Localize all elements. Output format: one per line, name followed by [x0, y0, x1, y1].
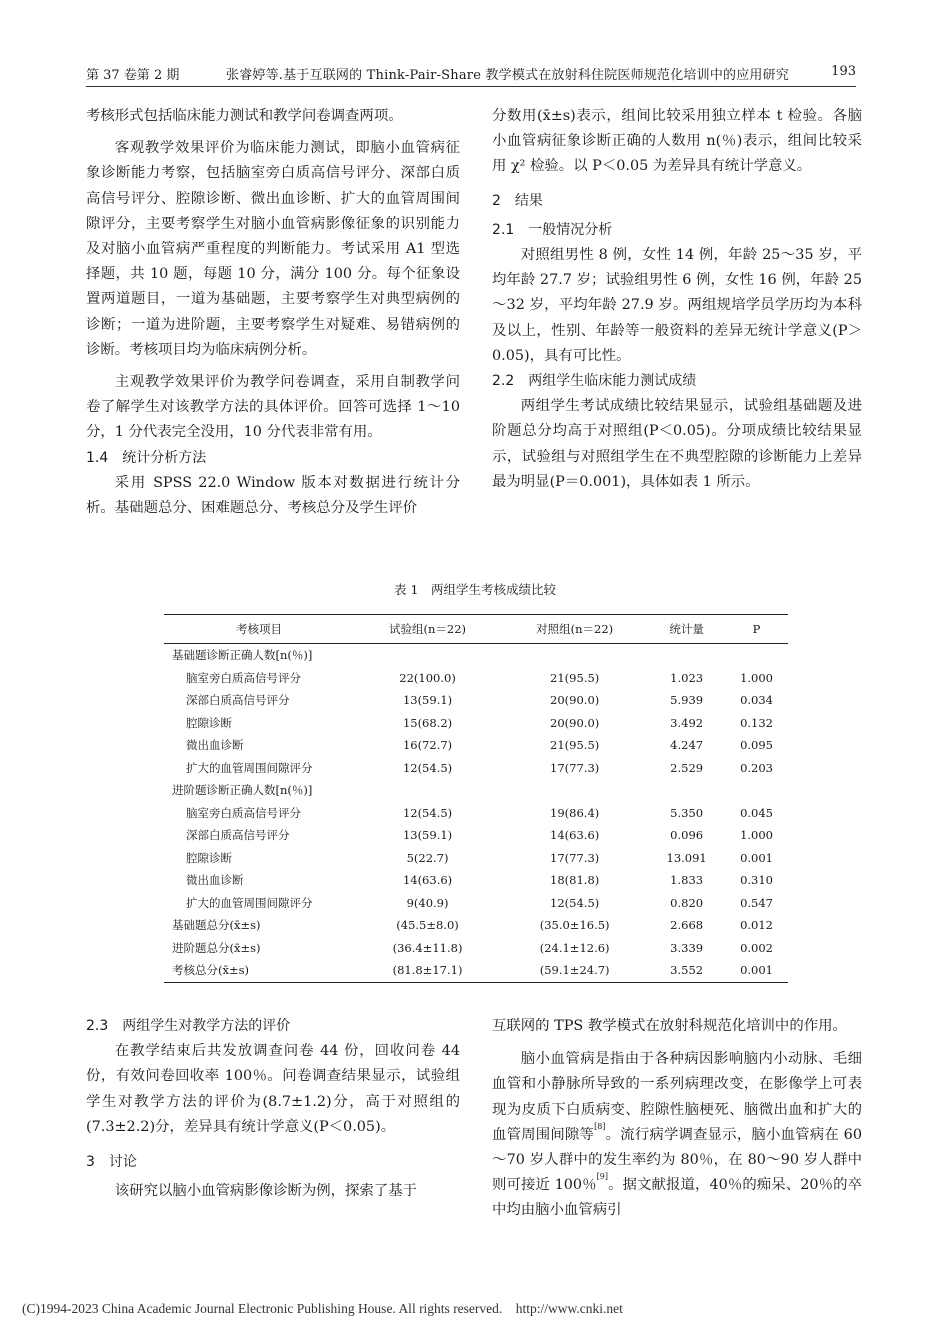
table-row	[164, 802, 788, 825]
table-row	[164, 667, 788, 690]
table-cell: 0.002	[740, 940, 773, 955]
header-cell: 统计量	[648, 615, 725, 644]
table-cell: 1.000	[740, 670, 773, 685]
table-row	[164, 959, 788, 982]
table-row	[164, 824, 788, 847]
table-cell: 14(63.6)	[402, 873, 453, 888]
table-cell: 20(90.0)	[550, 693, 600, 708]
paragraph: 互联网的 TPS 教学模式在放射科规范化培训中的作用。	[492, 1018, 847, 1034]
table-cell: (81.8±17.1)	[354, 959, 501, 982]
table-cell: 0.096	[670, 828, 704, 843]
table-cell: 13(59.1)	[402, 828, 453, 843]
table-cell	[725, 779, 788, 802]
header-cell: 考核项目	[164, 615, 354, 644]
table-header-row	[164, 615, 788, 644]
table-cell: (45.5±8.0)	[396, 918, 459, 933]
paragraph: 考核形式包括临床能力测试和教学问卷调查两项。	[86, 108, 403, 124]
table-cell: 0.132	[740, 715, 773, 730]
paragraph: 在教学结束后共发放调查问卷 44 份，回收问卷 44 份，有效问卷回收率 100％。问卷调查结果显示，试验组学生对教学方法的评价为(8.7±1.2)分，高于对照组的(7.3±2.2)分，差异具有统计学意义(P＜0.05)。	[86, 1043, 460, 1135]
results-table	[164, 614, 788, 983]
row-label: 脑室旁白质高信号评分	[186, 805, 301, 820]
table-row	[164, 734, 788, 757]
table-cell: 9(40.9)	[406, 895, 449, 910]
table-row	[164, 914, 788, 937]
paragraph	[492, 1047, 862, 1223]
row-label: 腔隙诊断	[186, 850, 232, 865]
left-column-top	[86, 104, 460, 521]
page-number: 193	[831, 64, 856, 79]
table-cell: 20(90.0)	[550, 715, 600, 730]
table-cell: 16(72.7)	[402, 738, 453, 753]
table-caption: 表 1 两组学生考核成绩比较	[394, 582, 556, 597]
copyright-footer: (C)1994-2023 China Academic Journal Electronic Publishing House. All rights reserved. http://www.cnki.net	[22, 1301, 623, 1316]
table-cell: 0.012	[740, 918, 773, 933]
table-cell: 17(77.3)	[550, 760, 600, 775]
row-label: 脑室旁白质高信号评分	[186, 670, 301, 685]
table-cell: 0.045	[740, 805, 773, 820]
table-cell: 1.023	[670, 670, 704, 685]
citation-ref[interactable]: [8]	[594, 1121, 606, 1131]
table-cell: 5(22.7)	[406, 850, 449, 865]
text-run: 。据文献报道，40％的痴呆、20％的卒中均由脑小血管病引	[492, 1177, 863, 1219]
text-run: 脑小血管病是指由于各种病因影响脑内小动脉、毛细血管和小静脉所导致的一系列病理改变，在影像学上可表现为皮质下白质病变、腔隙性脑梗死、脑微出血和扩大的血管周围间隙等	[492, 1051, 862, 1143]
table-cell	[501, 644, 648, 667]
paragraph: 采用 SPSS 22.0 Window 版本对数据进行统计分析。基础题总分、困难题总分、考核总分及学生评价	[86, 474, 460, 517]
table-cell: 13(59.1)	[402, 693, 453, 708]
section-heading: 2.3 两组学生对教学方法的评价	[86, 1018, 291, 1034]
section-heading: 2.2 两组学生临床能力测试成绩	[492, 373, 697, 390]
table-row	[164, 712, 788, 735]
header-cell: 对照组(n＝22)	[501, 615, 648, 644]
row-label: 考核总分(x̄±s)	[164, 959, 354, 982]
table-cell: 18(81.8)	[550, 873, 600, 888]
table-cell: 14(63.6)	[550, 828, 600, 843]
table-cell: 21(95.5)	[550, 738, 600, 753]
table-row	[164, 892, 788, 915]
table-cell: 5.939	[670, 693, 704, 708]
table-cell: 1.833	[670, 873, 704, 888]
table-cell: 12(54.5)	[402, 805, 453, 820]
table-cell	[501, 779, 648, 802]
table-cell: 0.095	[740, 738, 773, 753]
table-cell: 2.529	[670, 760, 704, 775]
paragraph: 主观教学效果评价为教学问卷调查，采用自制教学问卷了解学生对该教学方法的具体评价。回答可选择 1～10 分，1 分代表完全没用，10 分代表非常有用。	[86, 374, 460, 441]
text-run: 。流行病学调查显示，脑小血管病在 60～70 岁人群中的发生率约为 80％，在 80～90 岁人群中则可接近 100％	[492, 1126, 862, 1194]
table-cell	[354, 779, 501, 802]
table-row	[164, 869, 788, 892]
table-cell: (24.1±12.6)	[539, 940, 610, 955]
header-cell: P	[725, 615, 788, 644]
table-cell: 0.034	[740, 693, 773, 708]
table-cell: 0.203	[740, 760, 773, 775]
paragraph: 两组学生考试成绩比较结果显示，试验组基础题及进阶题总分均高于对照组(P＜0.05)。分项成绩比较结果显示，试验组与对照组学生在不典型腔隙的诊断能力上差异最为明显(P＝0.001)，具体如表 1 所示。	[492, 398, 862, 490]
table-cell: 19(86.4)	[550, 805, 600, 820]
table-row	[164, 644, 788, 667]
left-column-bottom	[86, 1014, 460, 1204]
running-title: 张睿婷等.基于互联网的 Think-Pair-Share 教学模式在放射科住院医师规范化培训中的应用研究	[226, 68, 790, 83]
table-cell: 12(54.5)	[402, 760, 453, 775]
table-cell: 3.552	[648, 959, 725, 982]
table-cell: (59.1±24.7)	[501, 959, 648, 982]
table-cell: 5.350	[670, 805, 704, 820]
table-row	[164, 689, 788, 712]
section-heading: 1.4 统计分析方法	[86, 449, 207, 466]
table-cell: 15(68.2)	[402, 715, 453, 730]
row-label: 扩大的血管周围间隙评分	[186, 895, 313, 910]
paragraph: 该研究以脑小血管病影像诊断为例，探索了基于	[114, 1183, 418, 1200]
table-cell: (35.0±16.5)	[539, 918, 610, 933]
table-cell: 17(77.3)	[550, 850, 600, 865]
row-label: 基础题总分(x̄±s)	[172, 918, 261, 933]
table-cell	[648, 644, 725, 667]
table-cell: 0.001	[740, 850, 773, 865]
table-cell: 2.668	[670, 918, 704, 933]
table-cell: 1.000	[740, 828, 773, 843]
section-heading: 3 讨论	[86, 1154, 137, 1171]
header-cell: 试验组(n＝22)	[354, 615, 501, 644]
table-cell: 0.547	[740, 895, 773, 910]
section-heading: 2.1 一般情况分析	[492, 221, 613, 238]
right-column-top	[492, 104, 862, 495]
table-cell: 0.310	[740, 873, 773, 888]
table-cell: (36.4±11.8)	[392, 940, 463, 955]
running-header	[86, 64, 856, 87]
row-label: 基础题诊断正确人数[n(％)]	[172, 648, 313, 663]
right-column-bottom	[492, 1014, 862, 1224]
row-label: 微出血诊断	[186, 873, 244, 888]
row-label: 腔隙诊断	[186, 715, 232, 730]
paragraph: 客观教学效果评价为临床能力测试，即脑小血管病征象诊断能力考察，包括脑室旁白质高信号评分、深部白质高信号评分、腔隙诊断、微出血诊断、扩大的血管周围间隙评分，主要考察学生对脑小血管病影像征象的识别能力及对脑小血管病严重程度的判断能力。考试采用 A1 型选择题，共 10 题，每题 10 分，满分 100 分。每个征象设置两道题目，一道为基础题，主要考察学生对典型病例的诊断；一道为进阶题，主要考察学生对疑难、易错病例的诊断。考核项目均为临床病例分析。	[86, 140, 460, 358]
table-cell: 3.492	[670, 715, 704, 730]
table-cell	[648, 779, 725, 802]
table-cell: 0.001	[725, 959, 788, 982]
paragraph: 对照组男性 8 例，女性 14 例，年龄 25～35 岁，平均年龄 27.7 岁；试验组男性 6 例，女性 16 例，年龄 25～32 岁，平均年龄 27.9 岁。两组规培学员学历均为本科及以上，性别、年龄等一般资料的差异无统计学意义(P＞0.05)，具有可比性。	[492, 247, 862, 364]
row-label: 深部白质高信号评分	[186, 693, 290, 708]
table-cell: 0.820	[670, 895, 704, 910]
table-cell: 22(100.0)	[399, 670, 456, 685]
row-label: 进阶题诊断正确人数[n(％)]	[172, 783, 313, 798]
row-label: 扩大的血管周围间隙评分	[186, 760, 313, 775]
row-label: 深部白质高信号评分	[186, 828, 290, 843]
table-row	[164, 757, 788, 780]
citation-ref[interactable]: [9]	[596, 1172, 608, 1182]
table-cell: 21(95.5)	[550, 670, 600, 685]
table-row	[164, 779, 788, 802]
row-label: 微出血诊断	[186, 738, 244, 753]
table-cell: 12(54.5)	[550, 895, 600, 910]
table-cell: 13.091	[666, 850, 707, 865]
table-row	[164, 847, 788, 870]
table-cell: 4.247	[670, 738, 704, 753]
journal-volume: 第 37 卷第 2 期	[86, 68, 180, 83]
table-cell: 3.339	[670, 940, 704, 955]
paragraph: 分数用(x̄±s)表示，组间比较采用独立样本 t 检验。各脑小血管病征象诊断正确的人数用 n(％)表示，组间比较采用 χ² 检验。以 P＜0.05 为差异具有统计学意义。	[492, 108, 862, 175]
section-heading: 2 结果	[492, 192, 543, 209]
row-label: 进阶题总分(x̄±s)	[172, 940, 261, 955]
table-cell	[725, 644, 788, 667]
table-row	[164, 937, 788, 960]
table-cell	[354, 644, 501, 667]
